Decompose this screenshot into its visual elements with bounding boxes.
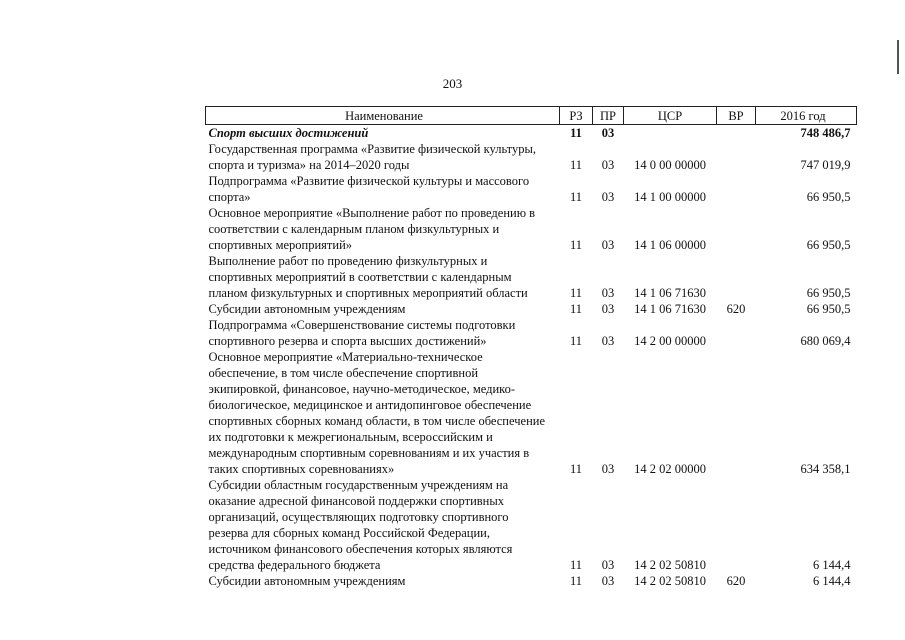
- row-name-line: Субсидии автономным учреждениям: [208, 302, 406, 316]
- row-name-line: Государственная программа «Развитие физической культуры,: [208, 142, 537, 156]
- table-row: [206, 141, 857, 173]
- row-sum: 66 950,5: [806, 238, 851, 252]
- row-sum: 66 950,5: [806, 286, 851, 300]
- row-name-line: обеспечение, в том числе обеспечение спортивной: [208, 366, 479, 380]
- row-sum: 680 069,4: [800, 334, 851, 348]
- row-pr: 03: [601, 302, 615, 316]
- row-name-line: резерва для сборных команд Российской Федерации,: [208, 526, 490, 540]
- table-row: [206, 253, 857, 301]
- row-sum: 6 144,4: [813, 558, 851, 572]
- row-name-line: спорта»: [208, 190, 251, 204]
- row-rz: 11: [569, 558, 583, 572]
- table-header: [206, 107, 857, 125]
- row-name-line: соответствии с календарным планом физкультурных и: [208, 222, 500, 236]
- row-sum: 6 144,4: [813, 574, 851, 588]
- table-row: [206, 349, 857, 477]
- row-name-line: спорта и туризма» на 2014–2020 годы: [208, 158, 410, 172]
- table-row: [206, 317, 857, 349]
- row-vr: [717, 477, 756, 573]
- row-name: [206, 173, 560, 205]
- row-vr: [717, 317, 756, 349]
- row-sum: 66 950,5: [806, 190, 851, 204]
- header-sum: 2016 год: [756, 107, 857, 125]
- row-csr: 14 2 02 00000: [634, 462, 706, 476]
- row-name-line: биологическое, медицинское и антидопинговое обеспечение: [208, 398, 532, 412]
- row-csr: 14 1 00 00000: [634, 190, 706, 204]
- budget-table: [205, 106, 857, 589]
- row-vr: [717, 173, 756, 205]
- row-rz: 11: [569, 286, 583, 300]
- row-csr: [624, 125, 717, 142]
- row-name-line: Выполнение работ по проведению физкультурных и: [208, 254, 488, 268]
- header-rz: РЗ: [560, 107, 593, 125]
- row-pr: 03: [601, 334, 615, 348]
- row-rz: 11: [569, 238, 583, 252]
- row-name-line: Подпрограмма «Развитие физической культуры и массового: [208, 174, 530, 188]
- row-name-line: планом физкультурных и спортивных мероприятий области: [208, 286, 528, 300]
- row-sum: 634 358,1: [800, 462, 851, 476]
- row-rz: 11: [569, 334, 583, 348]
- row-pr: 03: [601, 190, 615, 204]
- row-pr: 03: [601, 126, 615, 140]
- table-row: [206, 477, 857, 573]
- row-name-line: их подготовки к межрегиональным, всероссийским и: [208, 430, 493, 444]
- row-name-line: Субсидии автономным учреждениям: [208, 574, 406, 588]
- row-vr: [717, 125, 756, 142]
- row-name-line: международным спортивным соревнованиям и их участия в: [208, 446, 530, 460]
- row-pr: 03: [601, 574, 615, 588]
- row-name: [206, 141, 560, 173]
- row-csr: 14 2 00 00000: [634, 334, 706, 348]
- row-sum: 748 486,7: [800, 126, 851, 140]
- row-pr: 03: [601, 158, 615, 172]
- scan-edge-mark: [897, 40, 899, 74]
- row-rz: 11: [569, 574, 583, 588]
- row-sum: 66 950,5: [806, 302, 851, 316]
- row-pr: 03: [601, 558, 615, 572]
- row-name: [206, 317, 560, 349]
- row-name-line: организаций, осуществляющих подготовку спортивного: [208, 510, 509, 524]
- table-row: [206, 173, 857, 205]
- header-pr: ПР: [593, 107, 624, 125]
- row-csr: 14 1 06 71630: [634, 302, 706, 316]
- row-rz: 11: [570, 126, 582, 140]
- table-body: [206, 125, 857, 590]
- row-rz: 11: [569, 190, 583, 204]
- table-row: [206, 573, 857, 589]
- row-csr: 14 1 06 00000: [634, 238, 706, 252]
- row-name-line: Подпрограмма «Совершенствование системы подготовки: [208, 318, 516, 332]
- row-name-line: таких спортивных соревнованиях»: [208, 462, 395, 476]
- row-name-line: Основное мероприятие «Материально-техническое: [208, 350, 483, 364]
- row-name-line: экипировкой, финансовое, научно-методическое, медико-: [208, 382, 516, 396]
- header-row: [206, 107, 857, 125]
- row-name-line: Основное мероприятие «Выполнение работ по проведению в: [208, 206, 536, 220]
- row-name: [206, 573, 560, 589]
- row-vr: 620: [726, 574, 746, 588]
- header-vr: ВР: [717, 107, 756, 125]
- row-name: [206, 205, 560, 253]
- row-name-line: оказание адресной финансовой поддержки спортивных: [208, 494, 505, 508]
- row-csr: 14 2 02 50810: [634, 558, 706, 572]
- row-pr: 03: [601, 462, 615, 476]
- row-name: [206, 477, 560, 573]
- table-row: [206, 125, 857, 142]
- row-name-line: Спорт высших достижений: [208, 126, 369, 140]
- row-name-line: Субсидии областным государственным учреждениям на: [208, 478, 509, 492]
- row-vr: 620: [726, 302, 746, 316]
- row-rz: 11: [569, 158, 583, 172]
- row-name-line: спортивных мероприятий»: [208, 238, 353, 252]
- row-csr: 14 0 00 00000: [634, 158, 706, 172]
- header-csr: ЦСР: [624, 107, 717, 125]
- row-rz: 11: [569, 462, 583, 476]
- row-pr: 03: [601, 286, 615, 300]
- row-name-line: спортивного резерва и спорта высших достижений»: [208, 334, 487, 348]
- row-vr: [717, 141, 756, 173]
- row-name-line: спортивных сборных команд области, в том числе обеспечение: [208, 414, 545, 428]
- row-name-line: средства федерального бюджета: [208, 558, 381, 572]
- row-vr: [717, 253, 756, 301]
- row-name-line: источником финансового обеспечения которых являются: [208, 542, 513, 556]
- row-sum: 747 019,9: [800, 158, 851, 172]
- row-name: [206, 253, 560, 301]
- header-name: Наименование: [206, 107, 560, 125]
- row-csr: 14 2 02 50810: [634, 574, 706, 588]
- row-vr: [717, 205, 756, 253]
- table-row: [206, 205, 857, 253]
- row-csr: 14 1 06 71630: [634, 286, 706, 300]
- row-rz: 11: [569, 302, 583, 316]
- row-name: [206, 301, 560, 317]
- row-name-line: спортивных мероприятий в соответствии с календарным: [208, 270, 512, 284]
- page-number: 203: [442, 76, 463, 91]
- row-name: [206, 125, 560, 142]
- row-name: [206, 349, 560, 477]
- row-pr: 03: [601, 238, 615, 252]
- row-vr: [717, 349, 756, 477]
- table-row: [206, 301, 857, 317]
